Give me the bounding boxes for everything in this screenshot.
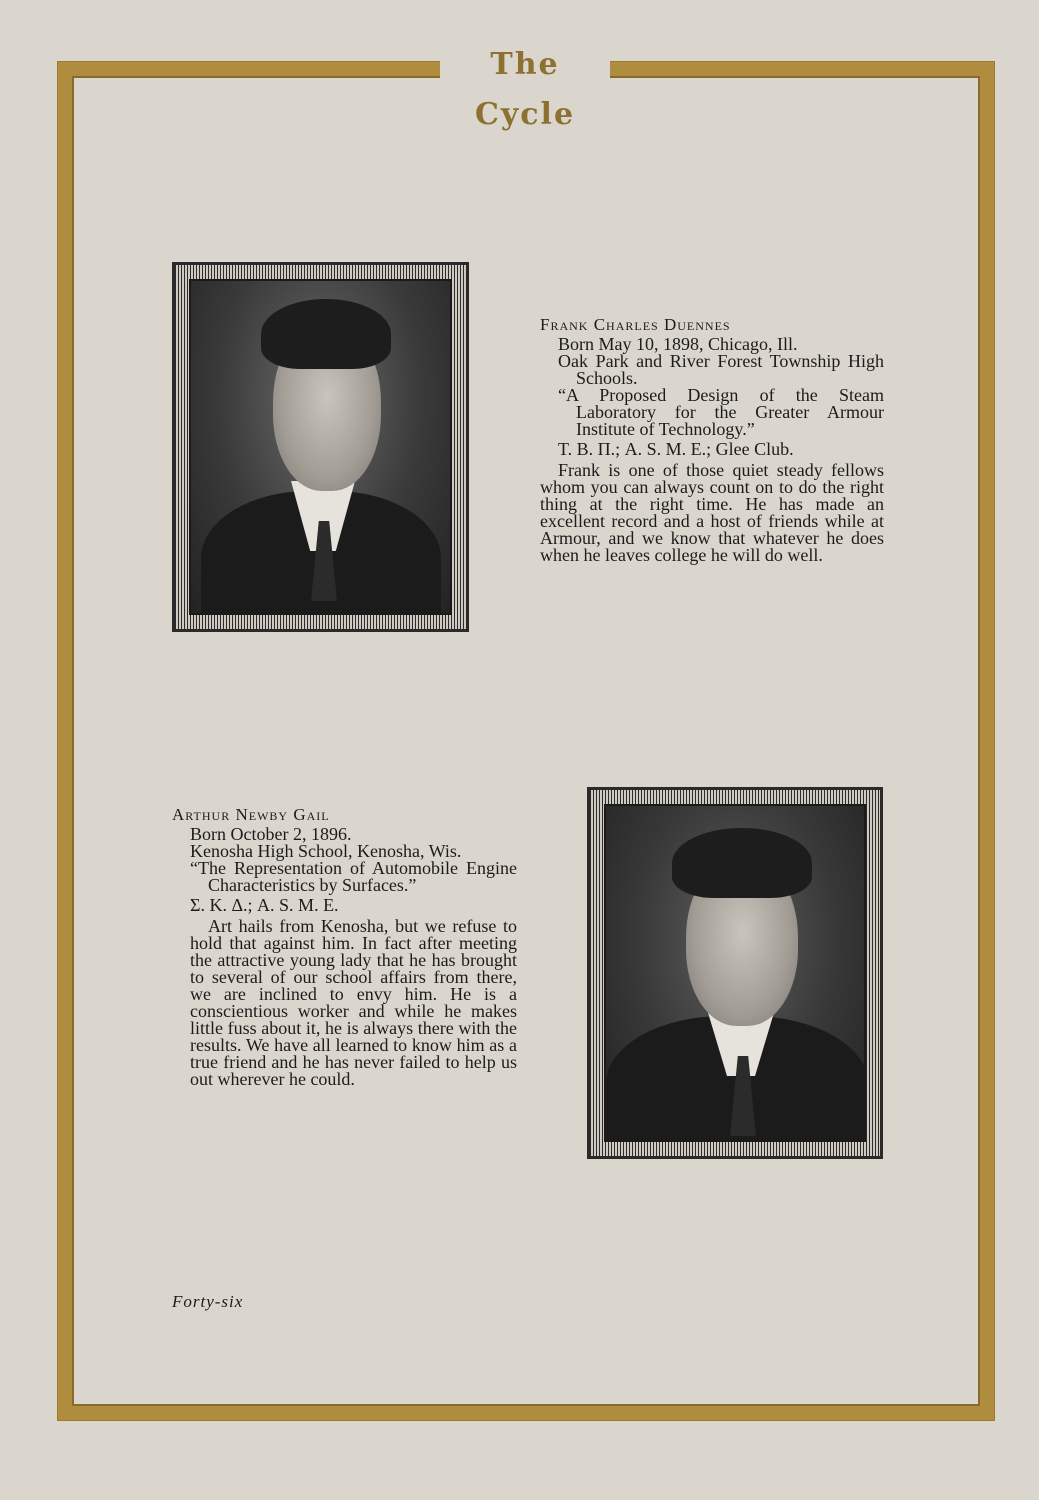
birth-line: Born May 10, 1898, Chicago, Ill. (558, 334, 798, 354)
birth-line: Born October 2, 1896. (190, 824, 352, 844)
student-name: Frank Charles Duennes (540, 315, 731, 334)
entry-gail (172, 806, 517, 1088)
organizations: T. B. Π.; A. S. M. E.; Glee Club. (558, 439, 794, 459)
page-number: Forty-six (172, 1292, 244, 1311)
school-line: Oak Park and River Forest Township High Schools. (558, 351, 884, 388)
entry-duennes (540, 316, 884, 564)
page-header-title: The Cycle (440, 40, 610, 90)
organizations: Σ. K. Δ.; A. S. M. E. (190, 895, 339, 915)
student-name: Arthur Newby Gail (172, 805, 330, 824)
thesis-title: “A Proposed Design of the Steam Laboratory for the Greater Armour Institute of Technology.” (558, 385, 884, 439)
portrait-photo-gail (587, 787, 883, 1159)
school-line: Kenosha High School, Kenosha, Wis. (190, 841, 462, 861)
biography: Frank is one of those quiet steady fellows whom you can always count on to do the right thing at the right time. He has made an excellent record and a host of friends while at Armour, and we know that whatever he does when he leaves college he will do well. (540, 460, 884, 565)
portrait-photo-duennes (172, 262, 469, 632)
thesis-title: “The Representation of Automobile Engine Characteristics by Surfaces.” (190, 858, 517, 895)
biography: Art hails from Kenosha, but we refuse to hold that against him. In fact after meeting the attractive young lady that he has brought to several of our school affairs from there, we are inclined to envy him. He is a conscientious worker and while he makes little fuss about it, he is always there with the results. We have all learned to know him as a true friend and he has never failed to help us out wherever he could. (190, 916, 517, 1089)
